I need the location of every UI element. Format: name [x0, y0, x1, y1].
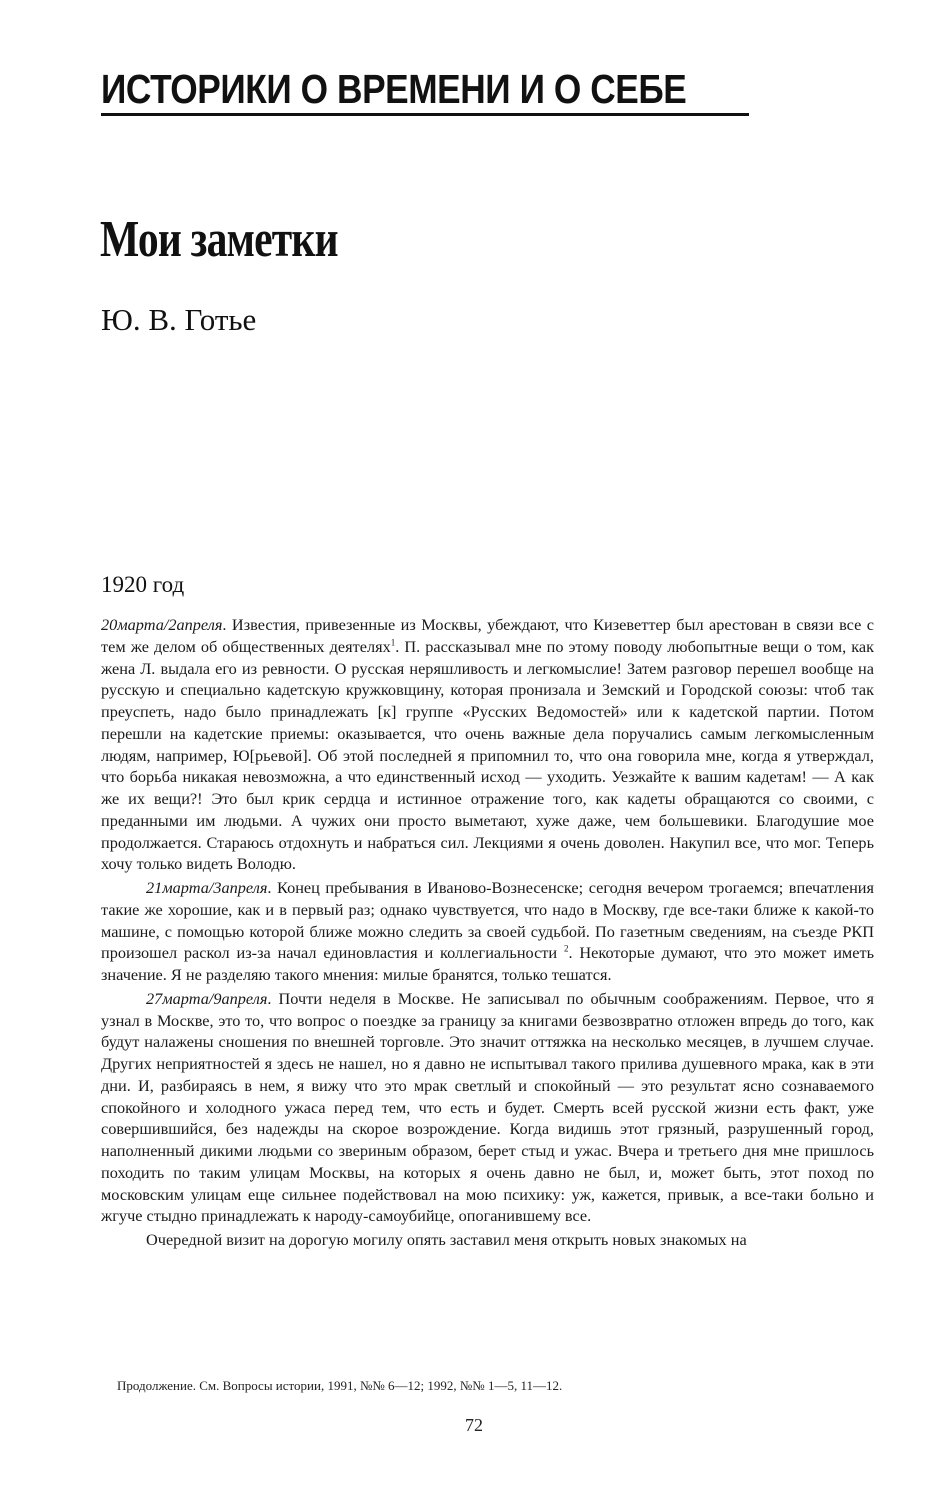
year-heading: 1920 год — [101, 572, 185, 597]
entry-date: 27марта/9апреля — [146, 988, 268, 1008]
footnote-ref: 1 — [390, 637, 396, 648]
entry-date: 20марта/2апреля — [101, 615, 223, 634]
entry-text: . Почти неделя в Москве. Не записывал по обычным соображениям. Первое, что я узнал в Москве, это то, что вопрос о поездке за границу за книгами безвозвратно отложен впредь до того, как будут налажены сношения по внешней торговле. Это значит оттяжка на несколько месяцев, в лучшем случае. Других неприятностей я здесь не нашел, но я давно не испытывал такого прилива душевного мрака, как в эти дни. И, разбираясь в нем, я вижу что это мрак светлый и спокойный — это результат ясно сознаваемого спокойного и холодного ужаса перед тем, что есть и будет. Смерть всей русской жизни есть факт, уже совершившийся, без надежды на скорое возрождение. Когда видишь этот грязный, разрушенный город, наполненный дикими людьми со звериным образом, берет стыд и ужас. Вчера и третьего дня мне пришлось походить по таким улицам Москвы, на которых я очень давно не был, и, может быть, этот поход по московским улицам еще сильнее подействовал на мою психику: уж, кажется, привык, а все-таки больно и жгуче стыдно принадлежать к народу-самоубийце, опоганившему все. — [101, 988, 874, 1226]
section-header: ИСТОРИКИ О ВРЕМЕНИ И О СЕБЕ — [101, 66, 687, 112]
footnote-ref: 2 — [564, 943, 569, 954]
article-body — [101, 614, 874, 1251]
entry-text: . Конец пребывания в Иваново-Вознесенске; сегодня вечером трогаемся; впечатления такие же хорошие, как и в первый раз; однако чувствуется, что надо в Москву, где все-таки ближе к какой-то машине, с помощью которой ближе можно следить за своей судьбой. По газетным сведениям, на съезде РКП произошел раскол из-за начал единовластия и коллегиальности — [101, 878, 874, 963]
diary-entry — [101, 988, 874, 1227]
entry-text: . Известия, привезенные из Москвы, убеждают, что Кизеветтер был арестован в связи все с тем же делом об общественных деятелях — [101, 615, 874, 656]
article-title: Мои заметки — [100, 211, 338, 268]
page-number: 72 — [465, 1415, 483, 1435]
section-header-underline — [101, 113, 749, 116]
diary-entry — [101, 877, 874, 986]
footnote: Продолжение. См. Вопросы истории, 1991, №№ 6—12; 1992, №№ 1—5, 11—12. — [117, 1378, 563, 1393]
diary-entry — [101, 614, 874, 875]
author-name: Ю. В. Готье — [101, 302, 257, 337]
entry-text: . П. рассказывал мне по этому поводу любопытные вещи о том, как жена Л. выдала его из ревности. О русская неряшливость и легкомыслие! Затем разговор перешел вообще на русскую и специально кадетскую кружковщину, которая пронизала и Земский и Городской союзы: чтоб так преуспеть, надо было принадлежать [к] группе «Русских Ведомостей» или к кадетской партии. Потом перешли на кадетские приемы: оказывается, что очень важные дела поручались самым легкомысленным людям, например, Ю[рьевой]. Об этой последней я припомнил то, что она говорила мне, когда я утверждал, что борьба никакая невозможна, а что единственный исход — уходить. Уезжайте к вашим кадетам! — А как же их вещи?! Это был крик сердца и истинное отражение того, как кадеты обращаются со своими, с преданными им людьми. А чужих они просто выметают, хуже даже, чем большевики. Благодушие мое продолжается. Стараюсь отдохнуть и набраться сил. Лекциями я очень доволен. Накупил все, что мог. Теперь хочу только видеть Володю. — [101, 636, 874, 874]
entry-text: . Некоторые думают, что это может иметь значение. Я не разделяю такого мнения: милые бранятся, только тешатся. — [101, 943, 874, 984]
paragraph: Очередной визит на дорогую могилу опять заставил меня открыть новых знакомых на — [146, 1230, 747, 1249]
entry-date: 21марта/3апреля — [146, 878, 268, 897]
